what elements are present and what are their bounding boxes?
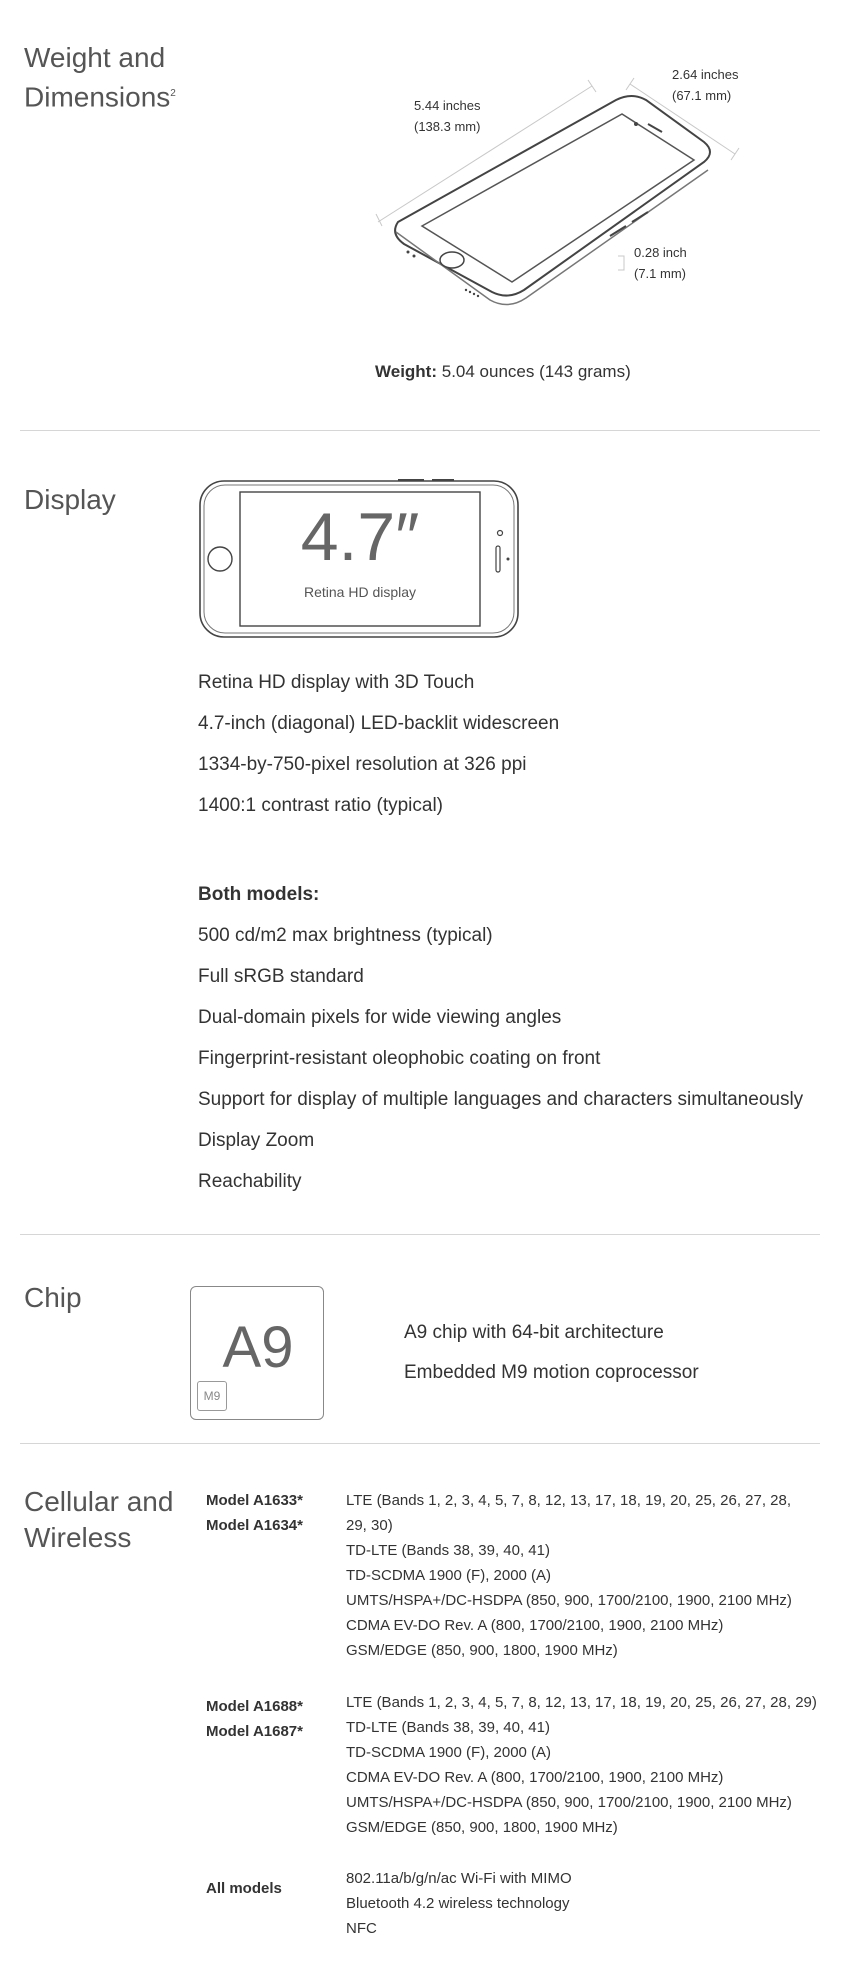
cellular-title-line2: Wireless <box>24 1522 132 1553</box>
band-line: UMTS/HSPA+/DC-HSDPA (850, 900, 1700/2100, 1900, 2100 MHz) <box>346 1794 792 1811</box>
height-mm: (138.3 mm) <box>414 119 481 134</box>
model-group-3-models <box>206 1876 282 1901</box>
model-group-1-bands <box>346 1488 816 1663</box>
a9-chip-graphic <box>190 1286 324 1420</box>
weight-line <box>375 362 631 382</box>
model-group-3-bands <box>346 1866 816 1941</box>
model-number: Model A1688* <box>206 1698 303 1715</box>
model-number: All models <box>206 1880 282 1897</box>
display-size-text: 4.7″ <box>300 499 420 575</box>
model-group-1-models <box>206 1488 303 1538</box>
band-line: TD-SCDMA 1900 (F), 2000 (A) <box>346 1567 552 1584</box>
both-models-feature: Full sRGB standard <box>198 966 364 987</box>
band-line: GSM/EDGE (850, 900, 1800, 1900 MHz) <box>346 1819 618 1836</box>
both-models-feature: Dual-domain pixels for wide viewing angles <box>198 1007 562 1028</box>
band-line: TD-LTE (Bands 38, 39, 40, 41) <box>346 1719 550 1736</box>
width-mm: (67.1 mm) <box>672 88 732 103</box>
weight-value: 5.04 ounces (143 grams) <box>441 362 631 381</box>
band-line: GSM/EDGE (850, 900, 1800, 1900 MHz) <box>346 1642 618 1659</box>
width-inches: 2.64 inches <box>672 67 739 82</box>
display-feature: Retina HD display with 3D Touch <box>198 672 475 693</box>
both-models-feature: 500 cd/m2 max brightness (typical) <box>198 925 493 946</box>
both-models-feature: Fingerprint-resistant oleophobic coating on front <box>198 1048 601 1069</box>
model-group-2-bands <box>346 1690 816 1840</box>
band-line: Bluetooth 4.2 wireless technology <box>346 1895 570 1912</box>
display-title: Display <box>24 484 116 515</box>
weight-label: Weight: <box>375 362 438 381</box>
screen-caption: Retina HD display <box>303 584 417 600</box>
band-line: CDMA EV-DO Rev. A (800, 1700/2100, 1900, 2100 MHz) <box>346 1769 724 1786</box>
chip-name: A9 <box>222 1315 294 1380</box>
section-divider <box>20 1234 820 1235</box>
width-dimension-label <box>672 64 739 106</box>
display-feature: 4.7-inch (diagonal) LED-backlit widescreen <box>198 713 560 734</box>
band-line: LTE (Bands 1, 2, 3, 4, 5, 7, 8, 12, 13, 17, 18, 19, 20, 25, 26, 27, 28, 29) <box>346 1694 817 1711</box>
chip-title: Chip <box>24 1282 82 1313</box>
band-line: 802.11a/b/g/n/ac Wi-Fi with MIMO <box>346 1870 572 1887</box>
m9-badge: M9 <box>197 1381 227 1411</box>
footnote-marker[interactable]: 2 <box>170 88 176 99</box>
depth-mm: (7.1 mm) <box>634 266 686 281</box>
height-dimension-label <box>414 95 481 137</box>
weight-dimensions-title-line2: Dimensions <box>24 81 171 113</box>
display-phone-illustration <box>198 478 520 640</box>
model-number: Model A1687* <box>206 1723 303 1740</box>
both-models-feature: Reachability <box>198 1171 302 1192</box>
model-number: Model A1633* <box>206 1492 303 1509</box>
both-models-feature: Support for display of multiple languages and characters simultaneously <box>198 1089 804 1110</box>
phone-isometric-illustration <box>0 0 850 340</box>
display-feature: 1334-by-750-pixel resolution at 326 ppi <box>198 754 527 775</box>
chip-feature: Embedded M9 motion coprocessor <box>404 1362 699 1383</box>
section-divider <box>20 430 820 431</box>
height-inches: 5.44 inches <box>414 98 481 113</box>
band-line: CDMA EV-DO Rev. A (800, 1700/2100, 1900, 2100 MHz) <box>346 1617 724 1634</box>
band-line: TD-LTE (Bands 38, 39, 40, 41) <box>346 1542 550 1559</box>
band-line: TD-SCDMA 1900 (F), 2000 (A) <box>346 1744 552 1761</box>
chip-feature: A9 chip with 64-bit architecture <box>404 1322 664 1343</box>
band-line: LTE (Bands 1, 2, 3, 4, 5, 7, 8, 12, 13, 17, 18, 19, 20, 25, 26, 27, 28, 29, 30) <box>346 1492 792 1534</box>
model-group-2-models <box>206 1694 303 1744</box>
both-models-feature: Display Zoom <box>198 1130 315 1151</box>
model-number: Model A1634* <box>206 1517 303 1534</box>
display-feature: 1400:1 contrast ratio (typical) <box>198 795 444 816</box>
depth-inches: 0.28 inch <box>634 245 687 260</box>
cellular-title-line1: Cellular and <box>24 1486 174 1517</box>
section-divider <box>20 1443 820 1444</box>
cellular-wireless-title <box>24 1484 173 1556</box>
depth-dimension-label <box>634 242 687 284</box>
band-line: NFC <box>346 1920 377 1937</box>
both-models-heading: Both models: <box>198 884 320 905</box>
band-line: UMTS/HSPA+/DC-HSDPA (850, 900, 1700/2100, 1900, 2100 MHz) <box>346 1592 792 1609</box>
weight-dimensions-title-line1: Weight and <box>24 42 166 73</box>
